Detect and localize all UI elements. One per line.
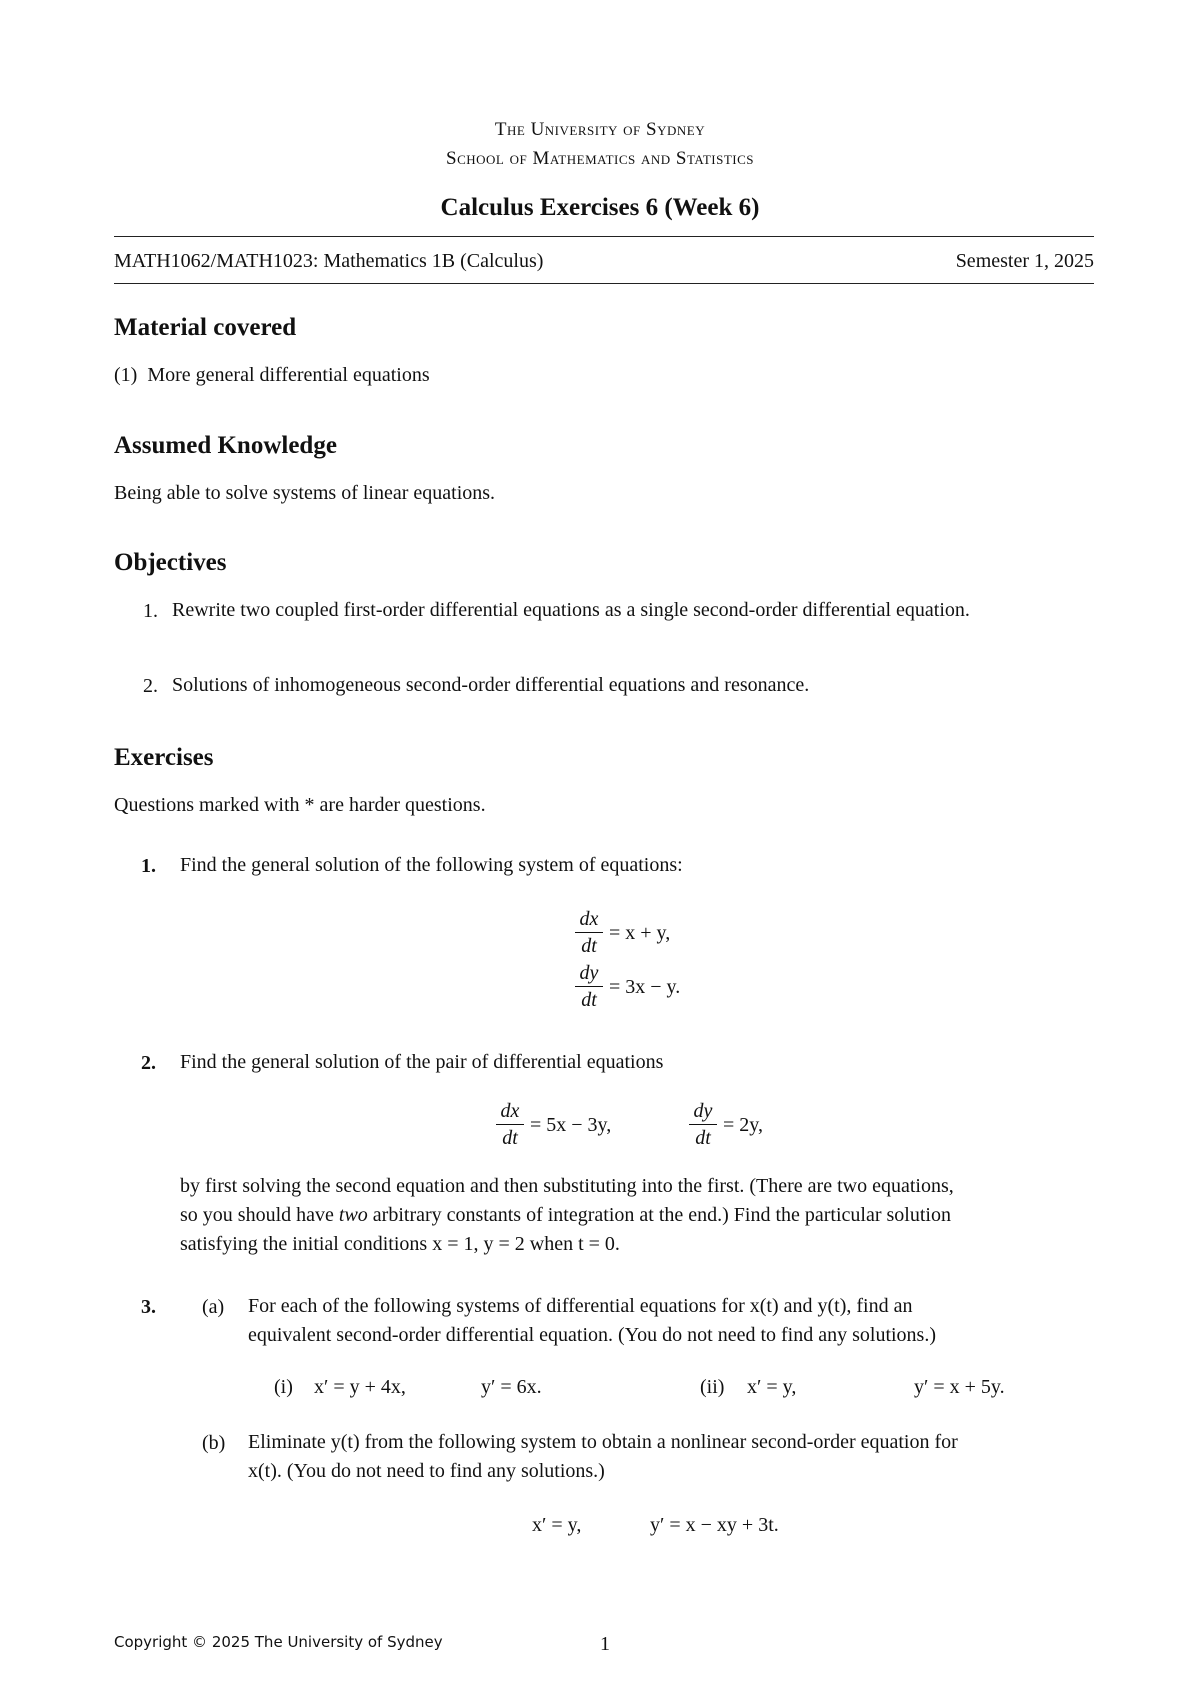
question-2-followup-line: by first solving the second equation and then substituting into the first. (There are two equations,: [180, 1175, 954, 1197]
q1-eq1-numerator: dx: [579, 908, 599, 930]
assumed-text: Being able to solve systems of linear equations.: [114, 482, 496, 504]
exercises-heading: Exercises: [114, 744, 214, 771]
material-heading: Material covered: [114, 314, 297, 341]
copyright-notice: Copyright © 2025 The University of Sydney: [114, 1633, 443, 1651]
followup-emphasis: two: [338, 1204, 368, 1226]
question-3b-eq1: x′ = y,: [532, 1514, 582, 1536]
followup-text: so you should have: [180, 1204, 339, 1226]
question-3a-line: equivalent second-order differential equation. (You do not need to find any solutions.): [248, 1324, 936, 1346]
q2-eq1-denominator: dt: [502, 1127, 518, 1149]
material-item-text: More general differential equations: [147, 364, 430, 386]
fraction-bar: [575, 986, 603, 987]
question-2-followup-line: satisfying the initial conditions x = 1, y = 2 when t = 0.: [180, 1233, 620, 1255]
q2-eq1-fraction: [496, 1100, 524, 1149]
question-3b-text: [248, 1428, 1094, 1486]
material-item-number: (1): [114, 364, 138, 386]
fraction-bar: [575, 932, 603, 933]
followup-text: arbitrary constants of integration at the end.) Find the particular solution: [367, 1204, 951, 1226]
assumed-heading: Assumed Knowledge: [114, 432, 337, 459]
question-3a-i-eq2: y′ = 6x.: [481, 1376, 542, 1398]
question-2-number: 2.: [141, 1052, 156, 1074]
semester-label: Semester 1, 2025: [955, 250, 1094, 272]
question-3b-label: (b): [202, 1432, 226, 1454]
page-number: 1: [600, 1633, 610, 1655]
q1-eq1-denominator: dt: [581, 935, 597, 957]
school-name: School of Mathematics and Statistics: [446, 148, 754, 169]
q1-eq2-numerator: dy: [579, 962, 599, 984]
question-3b-line: Eliminate y(t) from the following system to obtain a nonlinear second-order equation for: [248, 1431, 958, 1453]
question-1-number: 1.: [141, 855, 156, 877]
question-3a-text: [248, 1292, 1094, 1350]
objectives-heading: Objectives: [114, 549, 227, 576]
university-name: The University of Sydney: [494, 119, 706, 140]
question-3a-label: (a): [202, 1296, 225, 1318]
objective-number: 2.: [143, 675, 158, 697]
q2-eq1-rhs: = 5x − 3y,: [530, 1114, 612, 1136]
header-rule-top: [114, 236, 1094, 237]
objective-number: 1.: [143, 600, 158, 622]
q1-eq1-fraction: [575, 908, 603, 957]
course-name: MATH1062/MATH1023: Mathematics 1B (Calculus): [114, 250, 544, 272]
q1-eq2-fraction: [575, 962, 603, 1011]
question-3a-ii-eq2: y′ = x + 5y.: [914, 1376, 1005, 1398]
objective-text: Solutions of inhomogeneous second-order differential equations and resonance.: [172, 674, 810, 696]
question-1-text: Find the general solution of the following system of equations:: [180, 854, 683, 876]
question-3b-eq2: y′ = x − xy + 3t.: [650, 1514, 779, 1536]
question-3-number: 3.: [141, 1296, 156, 1318]
q2-eq2-fraction: [689, 1100, 717, 1149]
question-3a-line: For each of the following systems of differential equations for x(t) and y(t), find an: [248, 1295, 913, 1317]
question-2-text: Find the general solution of the pair of differential equations: [180, 1051, 664, 1073]
objective-text: Rewrite two coupled first-order differential equations as a single second-order differential equation.: [172, 599, 970, 621]
q2-eq2-denominator: dt: [695, 1127, 711, 1149]
question-2-followup: [180, 1172, 1094, 1259]
header-rule-bottom: [114, 283, 1094, 284]
fraction-bar: [496, 1124, 524, 1125]
material-item: [114, 364, 430, 387]
q1-eq2-denominator: dt: [581, 989, 597, 1011]
question-3a-ii-eq1: x′ = y,: [747, 1376, 797, 1398]
q2-eq1-numerator: dx: [500, 1100, 520, 1122]
exercises-note: Questions marked with * are harder questions.: [114, 794, 486, 816]
question-3b-line: x(t). (You do not need to find any solutions.): [248, 1460, 605, 1482]
question-3a-i-label: (i): [274, 1376, 293, 1398]
page-title: Calculus Exercises 6 (Week 6): [440, 194, 760, 221]
q1-eq1-rhs: = x + y,: [609, 922, 671, 944]
fraction-bar: [689, 1124, 717, 1125]
question-3a-ii-label: (ii): [700, 1376, 725, 1398]
question-3a-i-eq1: x′ = y + 4x,: [314, 1376, 406, 1398]
q2-eq2-rhs: = 2y,: [723, 1114, 763, 1136]
q1-eq2-rhs: = 3x − y.: [609, 976, 681, 998]
question-2-followup-line: [180, 1201, 1094, 1230]
q2-eq2-numerator: dy: [693, 1100, 713, 1122]
